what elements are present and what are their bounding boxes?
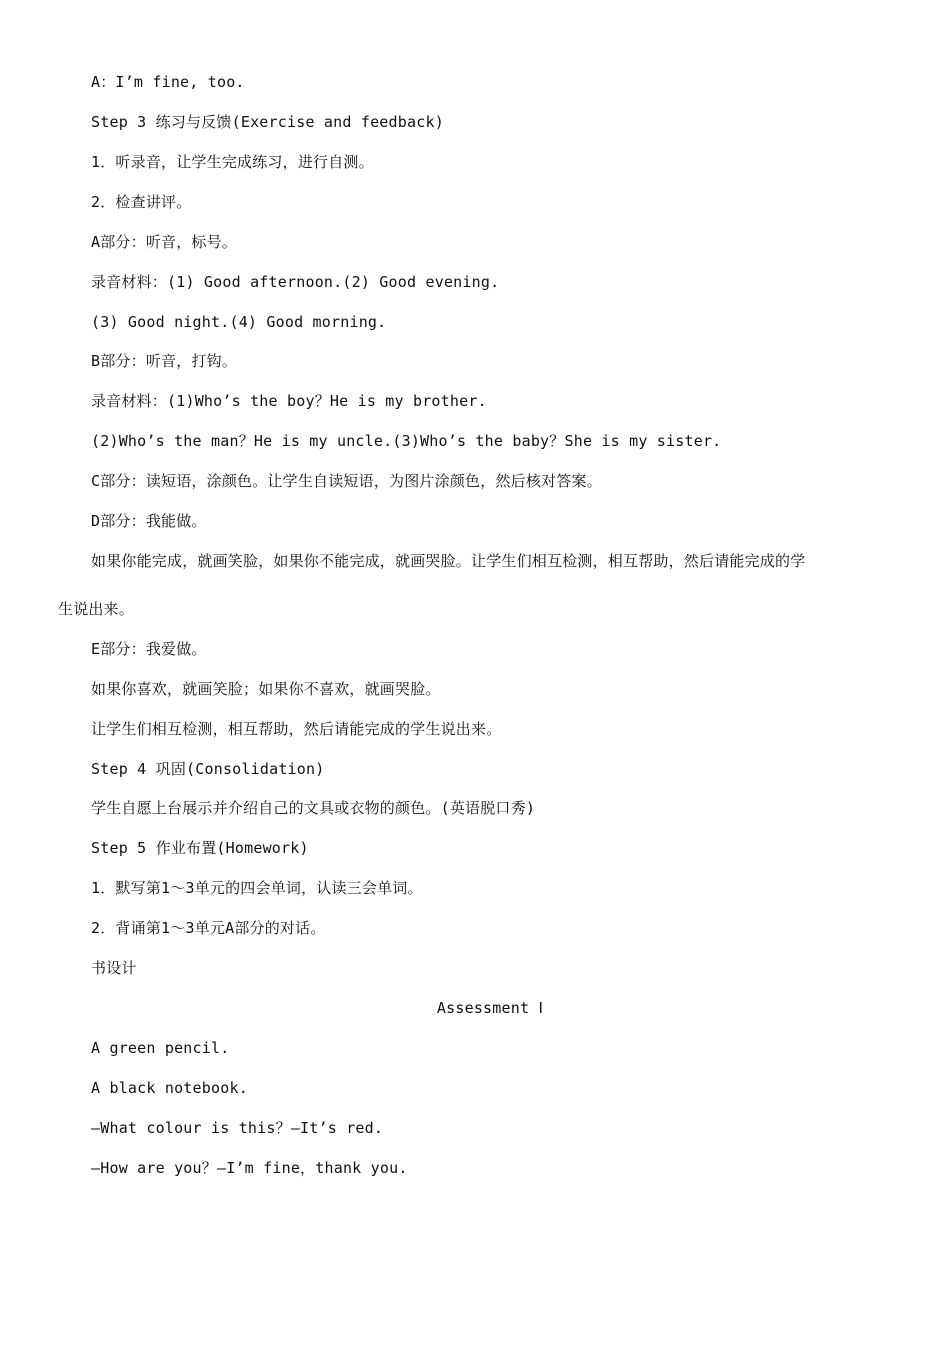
part-e-check: 让学生们相互检测，相互帮助，然后请能完成的学生说出来。 [91,720,502,738]
board-line-2: A black notebook. [91,1079,248,1097]
exercise-item-2: 2．检查讲评。 [91,193,192,211]
part-b-recording-line-2: (2)Who’s the man？He is my uncle.(3)Who’s the baby？She is my sister. [91,432,722,450]
part-a-recording-line-1: 录音材料：(1) Good afternoon.(2) Good evening. [91,273,500,291]
step-3-heading: Step 3 练习与反馈(Exercise and feedback) [91,113,444,131]
part-d-heading: D部分：我能做。 [91,512,207,530]
board-line-4: —How are you？—I’m fine，thank you. [91,1159,408,1177]
step-4-heading: Step 4 巩固(Consolidation) [91,760,325,778]
part-d-paragraph-continuation: 生说出来。 [58,600,135,618]
part-e-heading: E部分：我爱做。 [91,640,207,658]
part-b-recording-line-1: 录音材料：(1)Who’s the boy？He is my brother. [91,392,487,410]
homework-item-1: 1．默写第1～3单元的四会单词，认读三会单词。 [91,879,423,897]
step-4-content: 学生自愿上台展示并介绍自己的文具或衣物的颜色。(英语脱口秀) [91,799,536,817]
step-5-heading: Step 5 作业布置(Homework) [91,839,309,857]
part-b-heading: B部分：听音，打钩。 [91,352,238,370]
part-a-heading: A部分：听音，标号。 [91,233,238,251]
part-a-recording-line-2: (3) Good night.(4) Good morning. [91,313,387,331]
part-c-line: C部分：读短语，涂颜色。让学生自读短语，为图片涂颜色，然后核对答案。 [91,472,602,490]
dialogue-line: A：I’m fine, too. [91,73,245,91]
part-d-paragraph-first-line: 如果你能完成，就画笑脸，如果你不能完成，就画哭脸。让学生们相互检测，相互帮助，然后请能完成的学 [91,552,806,570]
board-title: Assessment Ⅰ [436,999,544,1017]
homework-item-2: 2．背诵第1～3单元A部分的对话。 [91,919,326,937]
board-line-3: —What colour is this？—It’s red. [91,1119,384,1137]
board-design-heading: 书设计 [91,959,137,977]
board-line-1: A green pencil. [91,1039,230,1057]
exercise-item-1: 1．听录音，让学生完成练习，进行自测。 [91,153,374,171]
part-e-instruction: 如果你喜欢，就画笑脸；如果你不喜欢，就画哭脸。 [91,680,441,698]
